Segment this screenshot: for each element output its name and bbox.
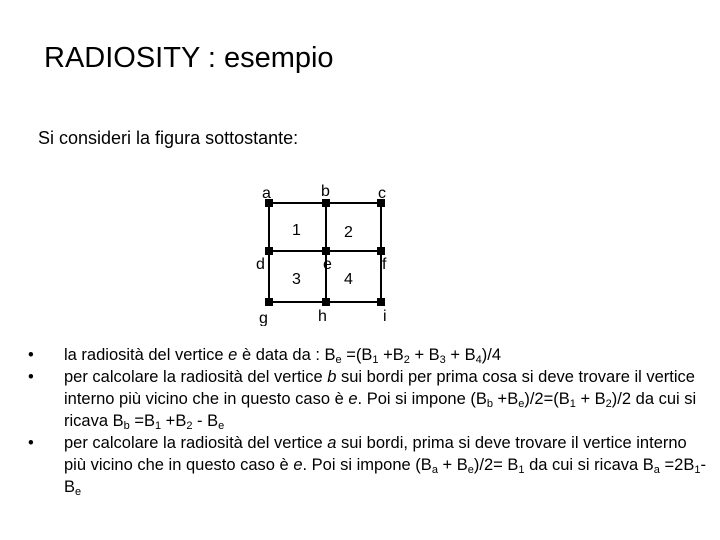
- bullet-item-2: • per calcolare la radiosità del vertice b sui bordi per prima cosa si deve trovare il vertice interno più vicino che in questo caso è e. Poi si impone $(B_b +B_e)/2=(B_1 + B_2)/2$ da cui si ricava $B_b =B_1 +B_2 - B_e$: [28, 368, 697, 432]
- vertex-label-g: g: [259, 310, 268, 326]
- cell-label-4: 4: [344, 271, 353, 288]
- vertex-marker-d: [265, 247, 273, 255]
- vertex-label-f: f: [382, 256, 387, 273]
- cell-label-3: 3: [292, 271, 301, 288]
- bullet-marker: •: [28, 346, 34, 364]
- bullet-marker: •: [28, 368, 34, 386]
- vertex-marker-b: [322, 199, 330, 207]
- vertex-label-b: b: [321, 183, 330, 200]
- grid-diagram: [252, 178, 397, 326]
- cell-label-2: 2: [344, 224, 353, 241]
- vertex-label-i: i: [383, 308, 387, 325]
- vertex-label-d: d: [256, 256, 265, 273]
- intro-text: Si consideri la figura sottostante:: [38, 128, 299, 148]
- vertex-marker-i: [377, 298, 385, 306]
- vertex-marker-f: [377, 247, 385, 255]
- bullet-list: [28, 344, 708, 498]
- vertex-label-e: e: [323, 256, 332, 273]
- cell-label-1: 1: [292, 222, 301, 239]
- vertex-marker-e: [322, 247, 330, 255]
- vertex-label-a: a: [262, 185, 271, 202]
- vertex-label-c: c: [378, 185, 386, 202]
- vertex-marker-h: [322, 298, 330, 306]
- grid-figure: [252, 178, 397, 326]
- bullet-item-1: • la radiosità del vertice e è data da : $B_e =(B_1 +B_2 + B_3 + B_4)/4$: [28, 346, 501, 366]
- vertex-marker-g: [265, 298, 273, 306]
- bullet-item-3: • per calcolare la radiosità del vertice a sui bordi, prima si deve trovare il vertice interno più vicino che in questo caso è e. Poi si impone $(B_a + B_e)/2= B_1$ da cui si ricava $B_a =2B_1-$ $B_e$: [28, 434, 706, 498]
- vertex-label-h: h: [318, 308, 327, 325]
- slide-title: RADIOSITY : esempio: [44, 42, 334, 74]
- bullet-marker: •: [28, 434, 34, 452]
